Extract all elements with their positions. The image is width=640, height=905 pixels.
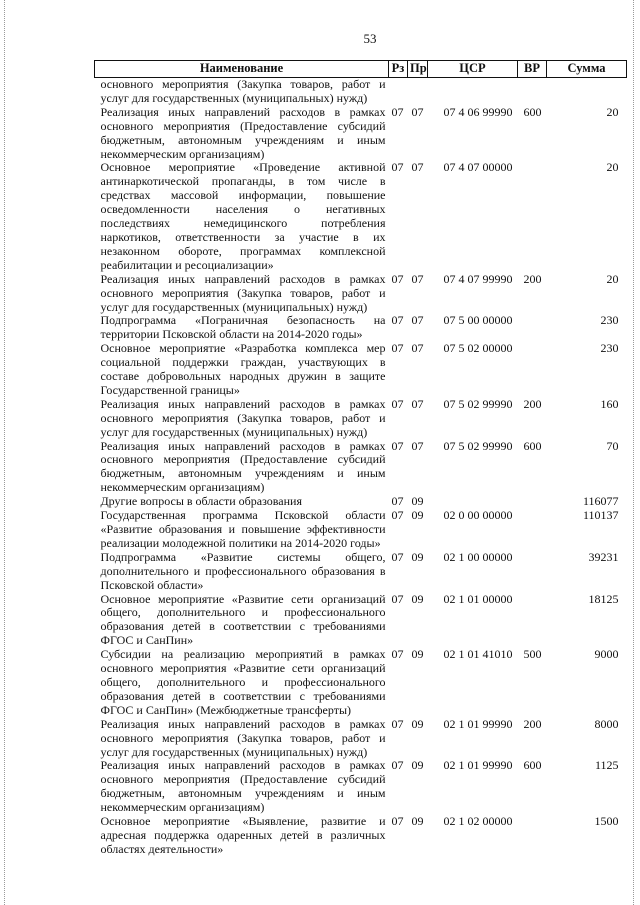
table-row [95,106,627,162]
cell-pr [408,78,428,106]
cell-name: Подпрограмма «Пограничная безопасность на территории Псковской области на 2014-2020 годы» [100,313,386,342]
cell-sum: 18125 [588,591,619,606]
cell-csr: 07 5 02 99990 [443,438,513,453]
cell-sum: 39231 [588,549,619,564]
cell-sum: 116077 [582,494,619,509]
cell-name: Реализация иных направлений расходов в рамках основного мероприятия (Закупка товаров, работ и услуг для государственных (муниципальных) нужд) [100,716,386,759]
header-rz: Рз [389,61,408,78]
cell-sum: 230 [600,341,619,356]
cell-name: Реализация иных направлений расходов в рамках основного мероприятия (Предоставление субсидий бюджетным, автономным учреждениям и иным некоммерческим организациям) [100,438,386,495]
cell-name: Основное мероприятие «Выявление, развитие и адресная поддержка одаренных детей в различных областях деятельности» [100,814,386,856]
cell-name: Основное мероприятие «Разработка комплекса мер социальной поддержки граждан, участвующих в составе добровольных народных дружин в защите Государственной границы» [100,341,386,397]
cell-csr: 02 1 00 00000 [443,549,513,564]
cell-csr [428,495,518,509]
cell-pr: 09 [411,508,424,523]
cell-rz: 07 [391,104,404,119]
cell-vr [518,78,547,106]
cell-vr [518,815,547,857]
cell-pr: 07 [411,341,424,356]
table-row [95,342,627,398]
table-row [95,440,627,496]
cell-csr: 07 5 00 00000 [443,313,513,328]
table-row [95,161,627,272]
cell-sum: 110137 [582,508,619,523]
scan-edge-right [633,0,635,905]
cell-csr: 07 5 02 99990 [443,396,513,411]
cell-sum: 1125 [594,758,619,773]
cell-vr [518,509,547,551]
cell-rz: 07 [391,716,404,731]
cell-rz: 07 [391,341,404,356]
cell-vr: 600 [523,438,542,453]
header-csr: ЦСР [428,61,518,78]
cell-pr: 09 [411,814,424,829]
cell-name: основного мероприятия (Закупка товаров, работ и услуг для государственных (муниципальных) нужд) [100,77,386,105]
cell-pr: 07 [411,104,424,119]
cell-name: Основное мероприятие «Развитие сети организаций общего, дополнительного и профессионального образования детей в соответствии с требованиями ФГОС и СанПин» [100,591,386,648]
cell-name: Реализация иных направлений расходов в рамках основного мероприятия (Предоставление субсидий бюджетным, автономным учреждениям и иным некоммерческим организациям) [100,758,386,815]
cell-vr: 600 [523,758,542,773]
cell-vr [518,495,547,509]
cell-csr: 07 5 02 00000 [443,341,513,356]
cell-rz: 07 [391,160,404,175]
cell-vr: 200 [523,716,542,731]
cell-csr: 02 1 02 00000 [443,814,513,829]
cell-vr [518,593,547,649]
cell-vr: 600 [523,104,542,119]
cell-csr: 07 4 07 99990 [443,271,513,286]
cell-pr: 09 [411,549,424,564]
table-body [95,78,627,857]
cell-rz: 07 [391,814,404,829]
header-name: Наименование [95,61,389,78]
scan-edge-left [4,0,6,905]
cell-sum: 9000 [594,647,619,662]
cell-pr: 07 [411,313,424,328]
cell-vr [518,161,547,272]
cell-rz: 07 [391,508,404,523]
table-row [95,759,627,815]
cell-pr: 09 [411,716,424,731]
cell-pr: 09 [411,591,424,606]
cell-pr: 09 [411,494,424,509]
cell-vr: 500 [523,647,542,662]
cell-rz [389,78,408,106]
table-row [95,648,627,718]
table-row [95,273,627,315]
cell-rz: 07 [391,494,404,509]
cell-pr: 09 [411,647,424,662]
table-row [95,314,627,342]
cell-sum: 8000 [594,716,619,731]
cell-sum [547,78,627,106]
cell-vr [518,342,547,398]
cell-sum: 160 [600,396,619,411]
table-row [95,78,627,106]
cell-rz: 07 [391,591,404,606]
cell-vr [518,551,547,593]
cell-csr: 02 1 01 99990 [443,758,513,773]
cell-csr: 02 0 00 00000 [443,508,513,523]
cell-csr: 07 4 06 99990 [443,104,513,119]
cell-rz: 07 [391,647,404,662]
table-row [95,551,627,593]
cell-rz: 07 [391,438,404,453]
cell-rz: 07 [391,271,404,286]
header-sum: Сумма [547,61,627,78]
cell-csr: 02 1 01 41010 [443,647,513,662]
cell-name: Реализация иных направлений расходов в рамках основного мероприятия (Предоставление субсидий бюджетным, автономным учреждениям и иным некоммерческим организациям) [100,104,386,161]
cell-csr [428,78,518,106]
page-number: 53 [363,31,377,46]
cell-pr: 07 [411,160,424,175]
table-row [95,509,627,551]
cell-name: Подпрограмма «Развитие системы общего, дополнительного и профессионального образования в Псковской области» [100,549,386,592]
header-vr: ВР [518,61,547,78]
table-row [95,815,627,857]
table-row [95,593,627,649]
cell-rz: 07 [391,396,404,411]
cell-name: Реализация иных направлений расходов в рамках основного мероприятия (Закупка товаров, работ и услуг для государственных (муниципальных) нужд) [100,271,386,314]
cell-csr: 02 1 01 99990 [443,716,513,731]
cell-rz: 07 [391,758,404,773]
cell-name: Другие вопросы в области образования [100,494,302,509]
header-pr: Пр [408,61,428,78]
table-header-row [95,61,627,78]
cell-sum: 20 [606,104,619,119]
cell-sum: 20 [606,160,619,175]
cell-vr: 200 [523,396,542,411]
cell-pr: 07 [411,396,424,411]
table-row [95,398,627,440]
cell-vr: 200 [523,271,542,286]
cell-sum: 20 [606,271,619,286]
cell-sum: 70 [606,438,619,453]
cell-rz: 07 [391,549,404,564]
cell-name: Основное мероприятие «Проведение активной антинаркотической пропаганды, в том числе в средствах массовой информации, повышение осведомленности населения о негативных последствиях немедицинского потребления наркотиков, ответственности за участие в их незаконном обороте, программах комплексной реабилитации и ресоциализации» [100,160,386,272]
cell-pr: 07 [411,438,424,453]
budget-table [94,60,627,857]
cell-sum: 230 [600,313,619,328]
cell-name: Государственная программа Псковской области «Развитие образования и повышение эффективности реализации молодежной политики на 2014-2020 годы» [100,508,386,550]
cell-csr: 07 4 07 00000 [443,160,513,175]
table-row [95,495,627,509]
cell-vr [518,314,547,342]
cell-pr: 09 [411,758,424,773]
cell-csr: 02 1 01 00000 [443,591,513,606]
cell-pr: 07 [411,271,424,286]
table-row [95,718,627,760]
cell-sum: 1500 [594,814,619,829]
cell-name: Субсидии на реализацию мероприятий в рамках основного мероприятия «Развитие сети организаций общего, дополнительного и профессионального образования детей в соответствии с требованиями ФГОС и СанПин» (Межбюджетные трансферты) [100,647,386,717]
cell-name: Реализация иных направлений расходов в рамках основного мероприятия (Закупка товаров, работ и услуг для государственных (муниципальных) нужд) [100,396,386,439]
cell-rz: 07 [391,313,404,328]
